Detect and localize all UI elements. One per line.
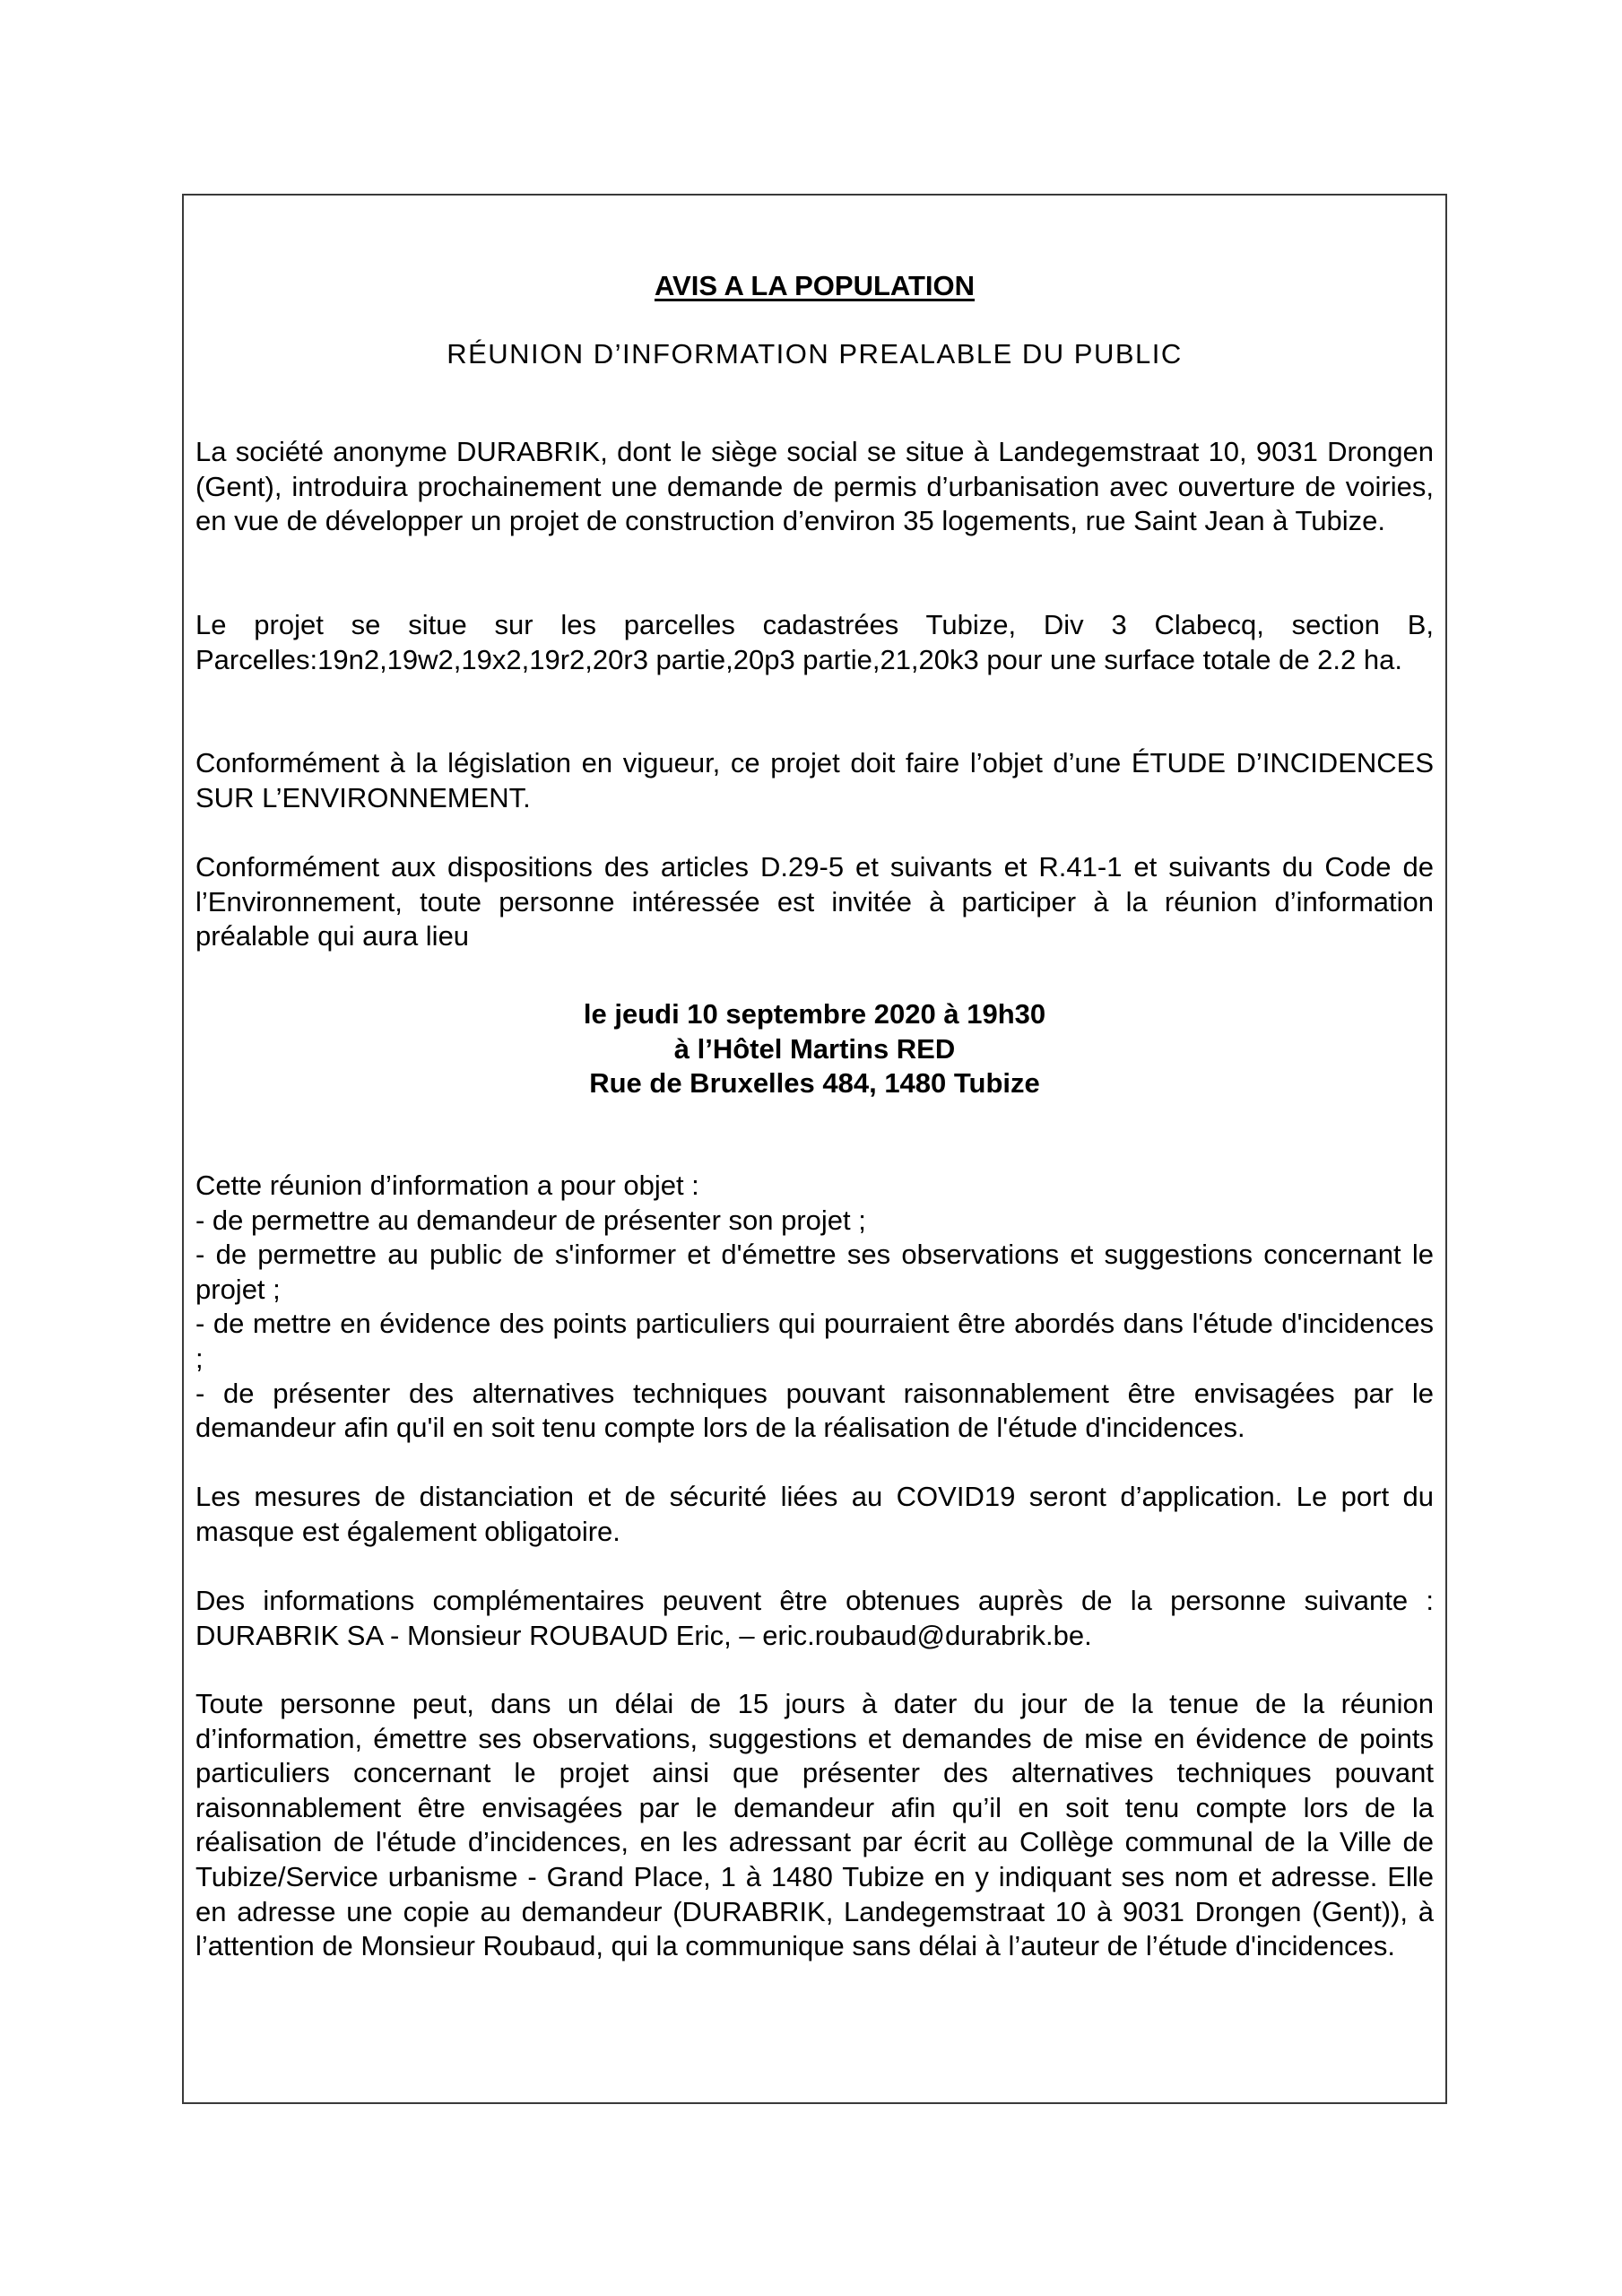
list-item: - de permettre au public de s'informer et d'émettre ses observations et suggestions concernant le projet ;	[195, 1239, 1434, 1305]
objectives-heading: Cette réunion d’information a pour objet :	[195, 1170, 699, 1201]
meeting-venue: à l’Hôtel Martins RED	[673, 1032, 956, 1065]
legislation-paragraph: Conformément à la législation en vigueur, ce projet doit faire l’objet d’une ÉTUDE D’INCIDENCES SUR L’ENVIRONNEMENT.	[195, 747, 1434, 813]
objectives-list	[195, 1169, 1434, 1446]
list-item: - de présenter des alternatives techniques pouvant raisonnablement être envisagées par le demandeur afin qu'il en soit tenu compte lors de la réalisation de l'étude d'incidences.	[195, 1377, 1434, 1444]
intro-paragraph: La société anonyme DURABRIK, dont le siège social se situe à Landegemstraat 10, 9031 Drongen (Gent), introduira prochainement une demande de permis d’urbanisation avec ouverture de voiries, en vue de développer un projet de construction d’environ 35 logements, rue Saint Jean à Tubize.	[195, 436, 1434, 537]
meeting-date: le jeudi 10 septembre 2020 à 19h30	[583, 998, 1046, 1030]
notice-content	[195, 196, 1434, 2102]
parcels-paragraph: Le projet se situe sur les parcelles cadastrées Tubize, Div 3 Clabecq, section B, Parcelles:19n2,19w2,19x2,19r2,20r3 partie,20p3 partie,21,20k3 pour une surface totale de 2.2 ha.	[195, 609, 1434, 675]
list-item: - de permettre au demandeur de présenter son projet ;	[195, 1204, 866, 1236]
notice-frame	[182, 194, 1447, 2104]
covid-paragraph: Les mesures de distanciation et de sécurité liées au COVID19 seront d’application. Le port du masque est également obligatoire.	[195, 1481, 1434, 1547]
meeting-details	[195, 997, 1434, 1101]
contact-paragraph: Des informations complémentaires peuvent être obtenues auprès de la personne suivante : DURABRIK SA - Monsieur ROUBAUD Eric, – eric.roubaud@durabrik.be.	[195, 1585, 1434, 1651]
notice-subtitle: RÉUNION D’INFORMATION PREALABLE DU PUBLIC	[447, 338, 1183, 370]
notice-title: AVIS A LA POPULATION	[654, 270, 976, 301]
list-item: - de mettre en évidence des points particuliers qui pourraient être abordés dans l'étude d'incidences ;	[195, 1308, 1434, 1374]
meeting-address: Rue de Bruxelles 484, 1480 Tubize	[589, 1067, 1040, 1100]
observations-paragraph: Toute personne peut, dans un délai de 15 jours à dater du jour de la tenue de la réunion d’information, émettre ses observations, suggestions et demandes de mise en évidence de points particuliers concernant le projet ainsi que présenter des alternatives techniques pouvant raisonnablement être envisagées par le demandeur afin qu’il en soit tenu compte lors de la réalisation de l'étude d’incidences, en les adressant par écrit au Collège communal de la Ville de Tubize/Service urbanisme - Grand Place, 1 à 1480 Tubize en y indiquant ses nom et adresse. Elle en adresse une copie au demandeur (DURABRIK, Landegemstraat 10 à 9031 Drongen (Gent)), à l’attention de Monsieur Roubaud, qui la communique sans délai à l’auteur de l’étude d'incidences.	[195, 1688, 1434, 1962]
invitation-paragraph: Conformément aux dispositions des articles D.29-5 et suivants et R.41-1 et suivants du Code de l’Environnement, toute personne intéressée est invitée à participer à la réunion d’information préalable qui aura lieu	[195, 851, 1434, 952]
